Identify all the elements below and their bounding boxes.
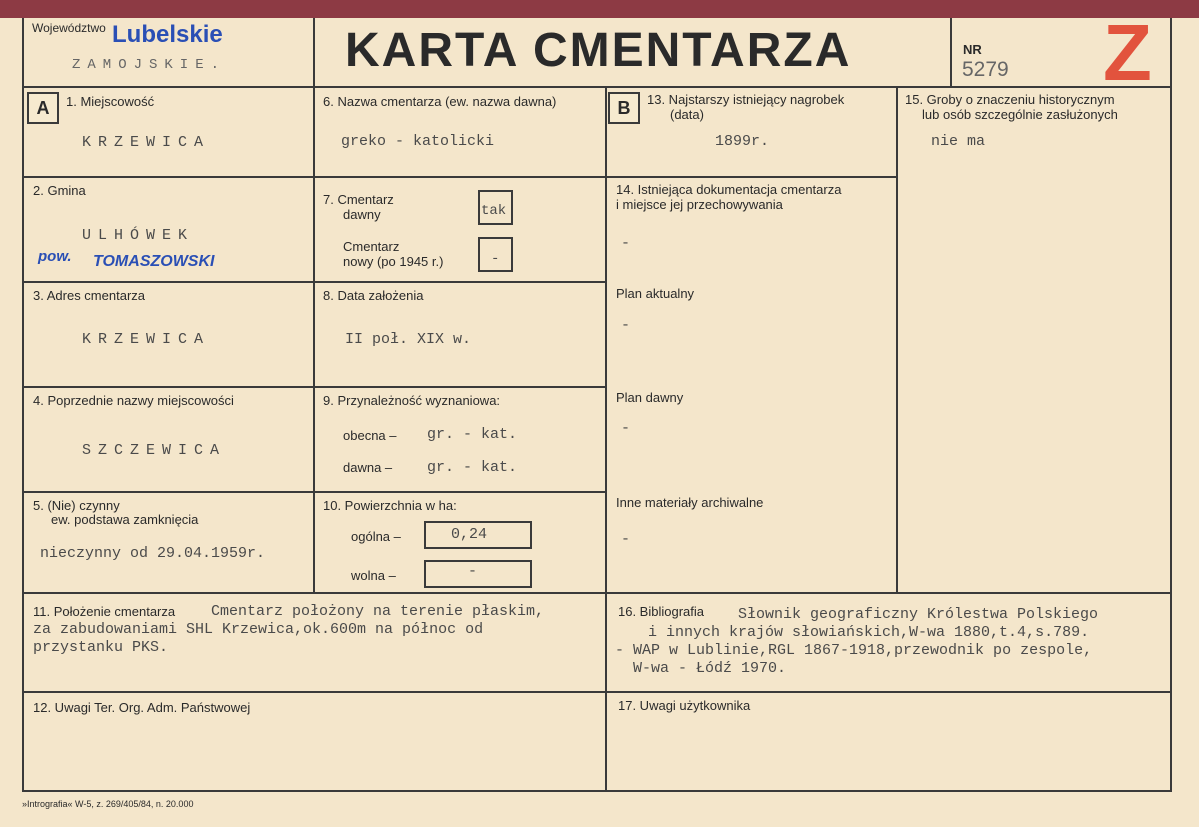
field-9-current-label: obecna – <box>343 428 397 443</box>
field-5-value: nieczynny od 29.04.1959r. <box>40 545 266 562</box>
field-9-label: 9. Przynależność wyznaniowa: <box>323 393 501 408</box>
field-7-label-a2: dawny <box>343 207 381 222</box>
field-16-line4: W-wa - Łódź 1970. <box>633 660 787 677</box>
plan-former-value: - <box>621 420 631 437</box>
field-7-label-b2: nowy (po 1945 r.) <box>343 254 444 269</box>
field-10-label: 10. Powierzchnia w ha: <box>323 498 457 513</box>
field-11-label: 11. Położenie cmentarza <box>33 604 176 619</box>
field-14-label-b: i miejsce jej przechowywania <box>616 197 783 212</box>
field-4-value: SZCZEWICA <box>82 442 227 459</box>
field-16-label: 16. Bibliografia <box>618 604 704 619</box>
voivodeship-value: Lubelskie <box>112 21 223 48</box>
rule-row5 <box>22 592 1172 594</box>
field-10-free-label: wolna – <box>351 568 396 583</box>
field-11-line1: Cmentarz położony na terenie płaskim, <box>211 603 545 620</box>
field-7-label-a1: 7. Cmentarz <box>323 192 394 207</box>
field-9-former-label: dawna – <box>343 460 393 475</box>
field-11-line3: przystanku PKS. <box>33 639 169 656</box>
field-7-value-new: - <box>491 251 500 267</box>
field-8-label: 8. Data założenia <box>323 288 424 303</box>
field-4-label: 4. Poprzednie nazwy miejscowości <box>33 393 234 408</box>
field-10-total-value: 0,24 <box>451 526 488 543</box>
field-5-label-b: ew. podstawa zamknięcia <box>51 512 199 527</box>
field-13-label-a: 13. Najstarszy istniejący nagrobek <box>647 92 845 107</box>
nr-value: 5279 <box>962 58 1009 81</box>
plan-current-label: Plan aktualny <box>616 286 695 301</box>
field-6-label: 6. Nazwa cmentarza (ew. nazwa dawna) <box>323 94 557 109</box>
rule-nr <box>950 18 952 88</box>
field-14-value: - <box>621 235 631 252</box>
field-15-value: nie ma <box>931 133 986 150</box>
rule-row1 <box>22 176 897 178</box>
plan-current-value: - <box>621 317 631 334</box>
field-2-pow-value: TOMASZOWSKI <box>93 253 215 270</box>
field-7-label-b1: Cmentarz <box>343 239 400 254</box>
printer-imprint: »Intrografia« W-5, z. 269/405/84, n. 20.000 <box>22 799 194 809</box>
field-2-pow: pow. <box>38 248 72 265</box>
field-8-value: II poł. XIX w. <box>345 331 472 348</box>
field-15-label-b: lub osób szczególnie zasłużonych <box>922 107 1118 122</box>
field-6-value: greko - katolicki <box>341 133 495 150</box>
field-2-label: 2. Gmina <box>33 183 86 198</box>
rule-bottom <box>22 790 1172 792</box>
section-b-marker: B <box>608 92 640 124</box>
red-stamp: Z <box>1103 8 1152 97</box>
field-3-value: KRZEWICA <box>82 331 211 348</box>
rule-col2 <box>605 86 607 791</box>
field-5-label-a: 5. (Nie) czynny <box>33 498 120 513</box>
cemetery-card <box>0 8 1199 827</box>
field-10-free-value: - <box>468 563 478 580</box>
field-3-label: 3. Adres cmentarza <box>33 288 145 303</box>
field-12-label: 12. Uwagi Ter. Org. Adm. Państwowej <box>33 700 251 715</box>
field-15-label-a: 15. Groby o znaczeniu historycznym <box>905 92 1115 107</box>
field-11-line2: za zabudowaniami SHL Krzewica,ok.600m na północ od <box>33 621 484 638</box>
field-10-total-label: ogólna – <box>351 529 401 544</box>
field-9-former-value: gr. - kat. <box>427 459 518 476</box>
card-title: KARTA CMENTARZA <box>345 24 852 77</box>
voivodeship-typed: ZAMOJSKIE. <box>72 57 227 73</box>
field-9-current-value: gr. - kat. <box>427 426 518 443</box>
rule-left <box>22 18 24 792</box>
voivodeship-label: Województwo <box>32 21 106 35</box>
field-16-line2: i innych krajów słowiańskich,W-wa 1880,t.4,s.789. <box>648 624 1090 641</box>
field-1-label: 1. Miejscowość <box>66 94 155 109</box>
rule-header <box>22 86 1172 88</box>
field-16-line3: - WAP w Lublinie,RGL 1867-1918,przewodnik po zespole, <box>615 642 1093 659</box>
field-13-value: 1899r. <box>715 133 770 150</box>
other-materials-value: - <box>621 531 631 548</box>
field-7-value-old: tak <box>481 203 507 219</box>
rule-col3 <box>896 86 898 594</box>
nr-label: NR <box>963 42 982 57</box>
field-2-value: ULHÓWEK <box>82 227 195 244</box>
field-1-value: KRZEWICA <box>82 134 211 151</box>
plan-former-label: Plan dawny <box>616 390 684 405</box>
field-17-label: 17. Uwagi użytkownika <box>618 698 751 713</box>
rule-row6 <box>22 691 1172 693</box>
field-14-label-a: 14. Istniejąca dokumentacja cmentarza <box>616 182 842 197</box>
rule-right <box>1170 18 1172 792</box>
rule-col1 <box>313 18 315 594</box>
field-10-free-box <box>424 560 532 588</box>
other-materials-label: Inne materiały archiwalne <box>616 495 764 510</box>
section-a-marker: A <box>27 92 59 124</box>
field-13-label-b: (data) <box>670 107 704 122</box>
field-16-line1: Słownik geograficzny Królestwa Polskiego <box>738 606 1099 623</box>
